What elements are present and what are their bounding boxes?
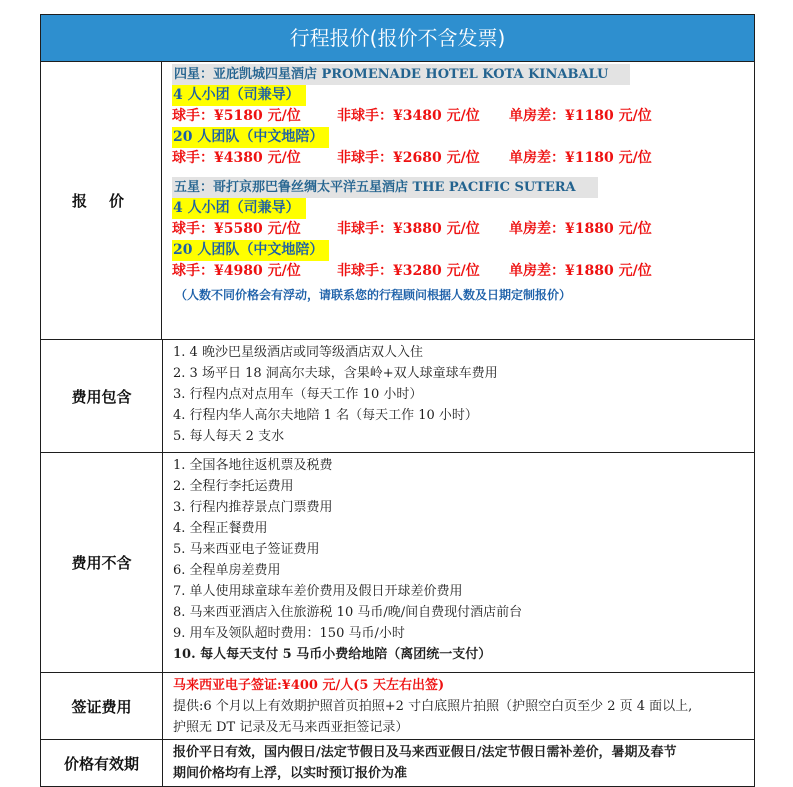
validity-text: 报价平日有效，国内假日/法定节假日及马来西亚假日/法定节假日需补差价，暑期及春节 xyxy=(173,745,677,760)
visa-requirement: 护照无 DT 记录及无马来西亚拒签记录） xyxy=(173,720,409,735)
list-item: 2. 全程行李托运费用 xyxy=(173,479,294,494)
visa-row xyxy=(41,673,754,740)
price-line xyxy=(172,148,754,169)
single-supplement: 单房差：¥1180 元/位 xyxy=(509,108,652,124)
golfer-price: 球手：¥5580 元/位 xyxy=(172,221,301,237)
price-note: （人数不同价格会有浮动，请联系您的行程顾问根据人数及日期定制报价） xyxy=(175,288,572,302)
list-item: 4. 全程正餐费用 xyxy=(173,521,268,536)
list-item: 5. 马来西亚电子签证费用 xyxy=(173,542,320,557)
golfer-price: 球手：¥4980 元/位 xyxy=(172,263,301,279)
quote-row xyxy=(41,62,754,340)
included-label: 费用包含 xyxy=(41,340,163,452)
list-item: 9. 用车及领队超时费用：150 马币/小时 xyxy=(173,626,405,641)
sheet-title: 行程报价(报价不含发票) xyxy=(41,15,754,62)
single-supplement: 单房差：¥1880 元/位 xyxy=(509,221,652,237)
non-golfer-price: 非球手：¥2680 元/位 xyxy=(337,150,480,166)
excluded-content xyxy=(163,453,754,672)
quote-sheet xyxy=(40,14,755,787)
included-content xyxy=(163,340,754,452)
list-item: 2. 3 场平日 18 洞高尔夫球，含果岭+双人球童球车费用 xyxy=(173,366,498,381)
visa-fee: 马来西亚电子签证:¥400 元/人(5 天左右出签) xyxy=(173,678,445,693)
excluded-label: 费用不含 xyxy=(41,453,163,672)
hotel-name: 四星：亚庇凯城四星酒店 PROMENADE HOTEL KOTA KINABALU xyxy=(172,64,630,85)
validity-row xyxy=(41,740,754,787)
package-group: 4 人小团（司兼导） xyxy=(172,85,306,106)
single-supplement: 单房差：¥1180 元/位 xyxy=(509,150,652,166)
list-item: 7. 单人使用球童球车差价费用及假日开球差价费用 xyxy=(173,584,463,599)
validity-label: 价格有效期 xyxy=(41,740,163,786)
package-group: 20 人团队（中文地陪） xyxy=(172,240,329,261)
price-line xyxy=(172,261,754,282)
package-group: 20 人团队（中文地陪） xyxy=(172,127,329,148)
visa-label: 签证费用 xyxy=(41,673,163,739)
golfer-price: 球手：¥4380 元/位 xyxy=(172,150,301,166)
excluded-row xyxy=(41,453,754,673)
list-item: 1. 全国各地往返机票及税费 xyxy=(173,458,333,473)
validity-content xyxy=(163,740,754,786)
list-item: 10. 每人每天支付 5 马币小费给地陪（离团统一支付） xyxy=(173,647,492,662)
list-item: 3. 行程内点对点用车（每天工作 10 小时） xyxy=(173,387,423,402)
non-golfer-price: 非球手：¥3480 元/位 xyxy=(337,108,480,124)
included-row xyxy=(41,340,754,453)
list-item: 4. 行程内华人高尔夫地陪 1 名（每天工作 10 小时） xyxy=(173,408,478,423)
validity-text: 期间价格均有上浮，以实时预订报价为准 xyxy=(173,766,408,781)
non-golfer-price: 非球手：¥3880 元/位 xyxy=(337,221,480,237)
list-item: 6. 全程单房差费用 xyxy=(173,563,281,578)
quote-label: 报价 xyxy=(41,62,162,339)
list-item: 3. 行程内推荐景点门票费用 xyxy=(173,500,333,515)
non-golfer-price: 非球手：¥3280 元/位 xyxy=(337,263,480,279)
visa-requirement: 提供:6 个月以上有效期护照首页拍照+2 寸白底照片拍照（护照空白页至少 2 页 4 面以上, xyxy=(173,699,693,714)
hotel-name: 五星：哥打京那巴鲁丝绸太平洋五星酒店 THE PACIFIC SUTERA xyxy=(172,177,598,198)
single-supplement: 单房差：¥1880 元/位 xyxy=(509,263,652,279)
price-line xyxy=(172,219,754,240)
golfer-price: 球手：¥5180 元/位 xyxy=(172,108,301,124)
list-item: 5. 每人每天 2 支水 xyxy=(173,429,285,444)
package-group: 4 人小团（司兼导） xyxy=(172,198,306,219)
visa-content xyxy=(163,673,754,739)
list-item: 8. 马来西亚酒店入住旅游税 10 马币/晚/间自费现付酒店前台 xyxy=(173,605,523,620)
quote-content xyxy=(162,62,754,339)
list-item: 1. 4 晚沙巴星级酒店或同等级酒店双人入住 xyxy=(173,345,423,360)
price-line xyxy=(172,106,754,127)
